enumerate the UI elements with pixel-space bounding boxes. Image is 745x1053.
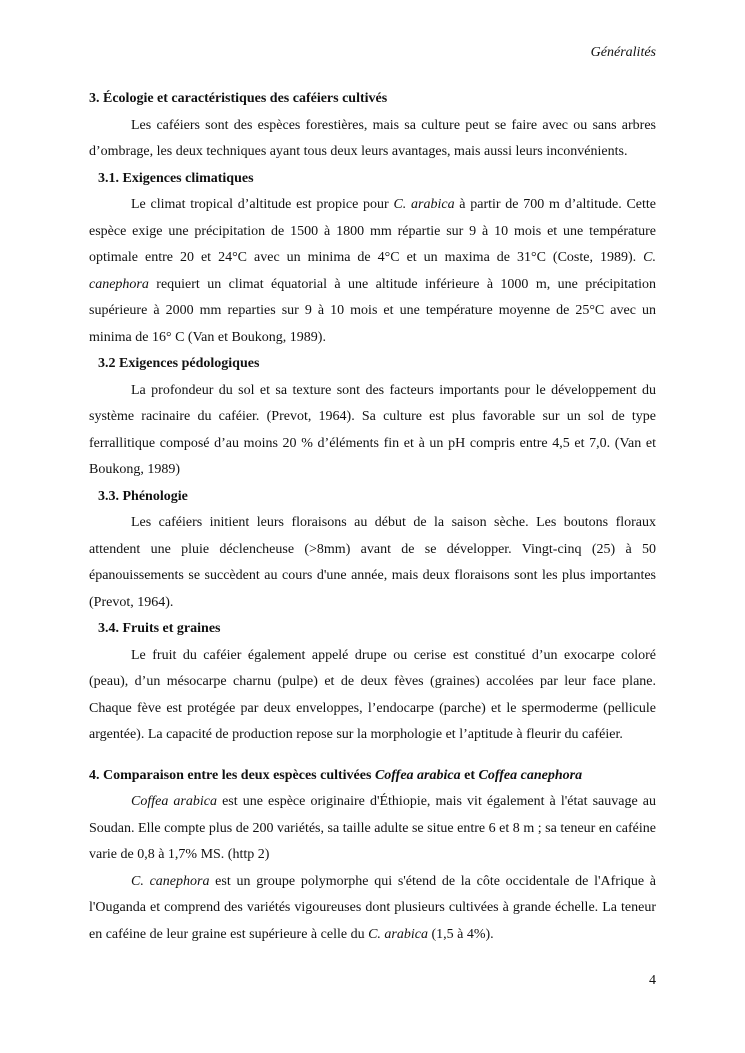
text-run: à partir de 700 m d’altitude. Cette espèce exige une précipitation de 1500 à 1800 mm répartie sur 9 à 10 mois et une température optimale entre 20 et 24°C avec un minima de 4°C et un maxima de 31°C (Coste, 1989). — [89, 197, 657, 265]
species-name: C. arabica — [393, 197, 455, 212]
section-3-2-paragraph: La profondeur du sol et sa texture sont des facteurs importants pour le développement du système racinaire du caféier. (Prevot, 1964). Sa culture est plus favorable sur un sol de type ferrallitique composé d’au moins 20 % d’éléments fin et à un pH compris entre 4,5 et 7,0. (Van et Boukong, 1989) — [89, 382, 656, 477]
section-3-heading: 3. Écologie et caractéristiques des caféiers cultivés — [89, 91, 388, 106]
section-3-1-paragraph — [89, 192, 656, 351]
text-run: Le climat tropical d’altitude est propice pour — [131, 197, 394, 212]
section-3-3-paragraph: Les caféiers initient leurs floraisons au début de la saison sèche. Les boutons floraux attendent une pluie déclencheuse (>8mm) avant de se développer. Vingt-cinq (25) à 50 épanouissements se succèdent au cours d'une année, mais deux floraisons sont les plus importantes (Prevot, 1964). — [89, 515, 656, 610]
page-content — [89, 86, 656, 948]
species-name: Coffea arabica — [131, 794, 217, 809]
species-name: C. canephora — [131, 873, 210, 889]
section-3-4-paragraph: Le fruit du caféier également appelé drupe ou cerise est constitué d’un exocarpe coloré (peau), d’un mésocarpe charnu (pulpe) et de deux fèves (graines) accolées par leur face plane. Chaque fève est protégée par deux enveloppes, l’endocarpe (parche) et le spermoderme (pellicule argentée). La capacité de production repose sur la morphologie et l’aptitude à fleurir du caféier. — [89, 647, 656, 742]
section-4-heading — [89, 763, 656, 790]
text-run: est une espèce originaire d'Éthiopie, mais vit également à l'état sauvage au Soudan. Elle compte plus de 200 variétés, sa taille adulte se situe entre 6 et 8 m ; sa teneur en caféine varie de 0,8 à 1,7% MS. (http 2) — [89, 794, 656, 862]
section-3-3-heading: 3.3. Phénologie — [98, 488, 188, 504]
species-name: C. canephora — [89, 250, 656, 292]
section-3-2-heading: 3.2 Exigences pédologiques — [98, 356, 260, 371]
section-3-4-heading: 3.4. Fruits et graines — [98, 621, 221, 636]
heading-text: et — [460, 767, 479, 783]
species-name: Coffea arabica — [374, 767, 461, 783]
section-gap — [89, 749, 656, 763]
species-name: C. arabica — [368, 926, 428, 942]
species-name: Coffea canephora — [478, 767, 583, 783]
text-run: (1,5 à 4%). — [427, 926, 494, 942]
page-number: 4 — [649, 973, 656, 988]
text-run: est un groupe polymorphe qui s'étend de la côte occidentale de l'Afrique à l'Ouganda et comprend des variétés vigoureuses dont plusieurs cultivées à grande échelle. La teneur en caféine de leur graine est supérieure à celle du — [89, 873, 656, 942]
section-4-paragraph-1 — [89, 789, 656, 869]
text-run: requiert un climat équatorial à une altitude inférieure à 1000 m, une précipitation supérieure à 2000 mm reparties sur 9 à 10 mois et une température moyenne de 25°C avec un minima de 16° C (Van et Boukong, 1989). — [89, 276, 656, 345]
running-header: Généralités — [590, 45, 656, 60]
section-4-paragraph-2 — [89, 869, 656, 949]
heading-text: 4. Comparaison entre les deux espèces cultivées — [89, 767, 375, 783]
section-3-intro: Les caféiers sont des espèces forestières, mais sa culture peut se faire avec ou sans arbres d’ombrage, les deux techniques ayant tous deux leurs avantages, mais aussi leurs inconvénients. — [89, 117, 656, 159]
section-3-1-heading: 3.1. Exigences climatiques — [98, 170, 254, 186]
